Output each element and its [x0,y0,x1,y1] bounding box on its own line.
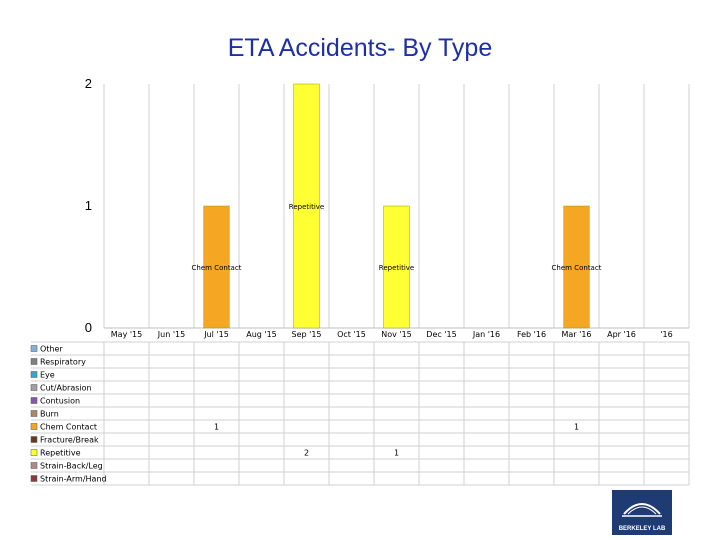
x-tick-label: Oct '15 [337,330,366,339]
x-tick-label: Jun '15 [157,330,186,339]
legend-swatch [31,463,37,469]
legend-entry: Other [40,344,63,354]
bar-data-label: Repetitive [378,264,415,272]
lab-building-icon [612,490,672,524]
x-tick-label: Feb '16 [516,330,547,339]
legend-swatch [31,346,37,352]
legend-entry: Strain-Back/Leg [40,461,103,471]
legend-swatch [31,372,37,378]
chart-title: ETA Accidents- By Type [227,34,493,62]
x-tick-label: May '15 [110,330,143,339]
bar-data-label: Chem Contact [551,264,602,272]
legend-swatch [31,411,37,417]
bar-data-label: Chem Contact [191,264,242,272]
legend-entry: Repetitive [40,448,81,458]
y-tick-label: 1 [84,198,92,213]
legend-swatch [31,476,37,482]
table-cell-value: 2 [303,448,310,458]
table-cell-value: 1 [393,448,400,458]
legend-swatch [31,385,37,391]
x-tick-label: Apr '16 [607,330,636,339]
x-tick-label: Jan '16 [472,330,501,339]
legend-entry: Respiratory [40,357,86,367]
x-tick-label: Mar '16 [561,330,592,339]
logo-text: BERKELEY LAB [618,526,666,532]
legend-swatch [31,424,37,430]
legend-entry: Cut/Abrasion [40,383,92,393]
x-tick-label: Nov '15 [381,330,412,339]
x-tick-label: Sep '15 [291,330,322,339]
y-tick-label: 2 [84,76,92,91]
legend-entry: Eye [40,370,55,380]
legend-entry: Chem Contact [40,422,98,432]
legend-entry: Contusion [40,396,81,406]
table-cell-value: 1 [573,422,580,432]
bar-data-label: Repetitive [288,203,325,211]
legend-swatch [31,450,37,456]
legend-swatch [31,398,37,404]
x-tick-label: Aug '15 [246,330,277,339]
legend-swatch [31,359,37,365]
y-tick-label: 0 [84,320,92,335]
table-cell-value: 1 [213,422,220,432]
legend-entry: Burn [40,409,59,419]
berkeley-lab-logo [612,490,672,535]
legend-entry: Fracture/Break [40,435,99,445]
x-tick-label: Jul '15 [204,330,229,339]
legend-swatch [31,437,37,443]
x-tick-label: Dec '15 [426,330,457,339]
legend-entry: Strain-Arm/Hand [40,474,107,484]
x-tick-label: '16 [660,330,673,339]
